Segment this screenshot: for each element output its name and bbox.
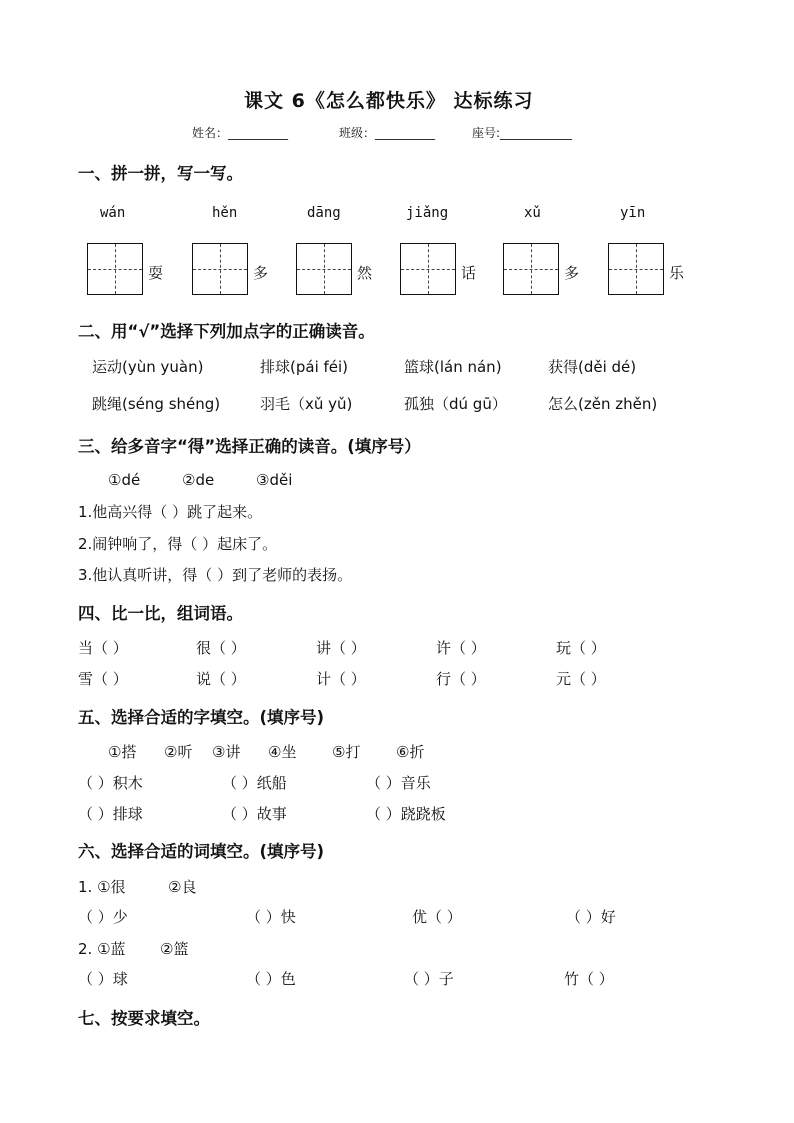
word-blank[interactable]: 当（ ） [78, 639, 128, 657]
pinyin-5: xǔ [524, 205, 541, 221]
writing-box-6[interactable] [608, 243, 664, 295]
name-field[interactable]: 姓名：__________ [192, 126, 289, 140]
fill-blank[interactable]: （ ）积木 [78, 774, 143, 792]
word-char-6: 乐 [669, 264, 685, 282]
pinyin-6: yīn [620, 205, 646, 221]
pronunciation-item[interactable]: 怎么(zěn zhěn) [548, 395, 658, 413]
word-char-1: 耍 [148, 264, 164, 282]
section-2-heading: 二、用“√”选择下列加点字的正确读音。 [78, 322, 375, 341]
fill-blank[interactable]: （ ）少 [78, 908, 128, 926]
word-blank[interactable]: 很（ ） [196, 639, 246, 657]
char-option: ⑥折 [396, 743, 425, 761]
char-option: ①搭 [108, 743, 137, 761]
section-7-heading: 七、按要求填空。 [78, 1009, 210, 1028]
pronunciation-item[interactable]: 羽毛（xǔ yǔ) [260, 395, 353, 413]
writing-box-4[interactable] [400, 243, 456, 295]
seat-field[interactable]: 座号:____________ [472, 126, 573, 140]
section-3-heading: 三、给多音字“得”选择正确的读音。(填序号） [78, 437, 421, 456]
fill-blank[interactable]: 优（ ） [412, 908, 462, 926]
word-blank[interactable]: 雪（ ） [78, 670, 128, 688]
fill-blank[interactable]: （ ）纸船 [222, 774, 287, 792]
page-title: 课文 6《怎么都快乐》 达标练习 [244, 90, 534, 112]
word-char-3: 然 [357, 264, 373, 282]
pronunciation-item[interactable]: 排球(pái féi) [260, 358, 349, 376]
fill-blank[interactable]: （ ）球 [78, 970, 128, 988]
word-blank[interactable]: 说（ ） [196, 670, 246, 688]
word-blank[interactable]: 讲（ ） [316, 639, 366, 657]
reading-option: ③děi [256, 471, 293, 489]
group-1-options: 1. ①很 [78, 878, 126, 896]
fill-blank[interactable]: （ ）音乐 [366, 774, 431, 792]
pronunciation-item[interactable]: 篮球(lán nán) [404, 358, 502, 376]
pronunciation-item[interactable]: 运动(yùn yuàn) [92, 358, 204, 376]
word-blank[interactable]: 计（ ） [316, 670, 366, 688]
word-blank[interactable]: 许（ ） [436, 639, 486, 657]
writing-box-5[interactable] [503, 243, 559, 295]
reading-option: ②de [182, 471, 215, 489]
pinyin-3: dāng [307, 205, 341, 221]
fill-blank[interactable]: （ ）跷跷板 [366, 805, 446, 823]
pronunciation-item[interactable]: 获得(děi dé) [548, 358, 637, 376]
char-option: ③讲 [212, 743, 241, 761]
group-1-option-2: ②良 [168, 878, 197, 896]
fill-blank[interactable]: （ ）子 [404, 970, 454, 988]
section-6-heading: 六、选择合适的词填空。(填序号) [78, 842, 325, 861]
writing-box-3[interactable] [296, 243, 352, 295]
word-char-4: 话 [461, 264, 477, 282]
question-1[interactable]: 1.他高兴得（ ）跳了起来。 [78, 503, 263, 521]
section-1-heading: 一、拼一拼，写一写。 [78, 164, 243, 183]
group-2-option-2: ②篮 [160, 940, 189, 958]
question-2[interactable]: 2.闹钟响了，得（ ）起床了。 [78, 535, 278, 553]
section-5-heading: 五、选择合适的字填空。(填序号) [78, 708, 325, 727]
char-option: ④坐 [268, 743, 297, 761]
word-blank[interactable]: 元（ ） [556, 670, 606, 688]
fill-blank[interactable]: （ ）故事 [222, 805, 287, 823]
fill-blank[interactable]: （ ）快 [246, 908, 296, 926]
question-3[interactable]: 3.他认真听讲，得（ ）到了老师的表扬。 [78, 566, 353, 584]
fill-blank[interactable]: （ ）好 [566, 908, 616, 926]
pronunciation-item[interactable]: 跳绳(séng shéng) [92, 395, 221, 413]
writing-box-2[interactable] [192, 243, 248, 295]
class-field[interactable]: 班级：__________ [339, 126, 436, 140]
fill-blank[interactable]: （ ）排球 [78, 805, 143, 823]
pronunciation-item[interactable]: 孤独（dú gū） [404, 395, 507, 413]
word-char-5: 多 [564, 264, 580, 282]
char-option: ②听 [164, 743, 193, 761]
word-blank[interactable]: 行（ ） [436, 670, 486, 688]
word-char-2: 多 [253, 264, 269, 282]
char-option: ⑤打 [332, 743, 361, 761]
writing-box-1[interactable] [87, 243, 143, 295]
reading-option: ①dé [108, 471, 141, 489]
pinyin-1: wán [100, 205, 126, 221]
pinyin-2: hěn [212, 205, 238, 221]
word-blank[interactable]: 玩（ ） [556, 639, 606, 657]
pinyin-4: jiǎng [406, 205, 449, 221]
section-4-heading: 四、比一比，组词语。 [78, 604, 243, 623]
fill-blank[interactable]: 竹（ ） [564, 970, 614, 988]
fill-blank[interactable]: （ ）色 [246, 970, 296, 988]
group-2-options: 2. ①蓝 [78, 940, 126, 958]
